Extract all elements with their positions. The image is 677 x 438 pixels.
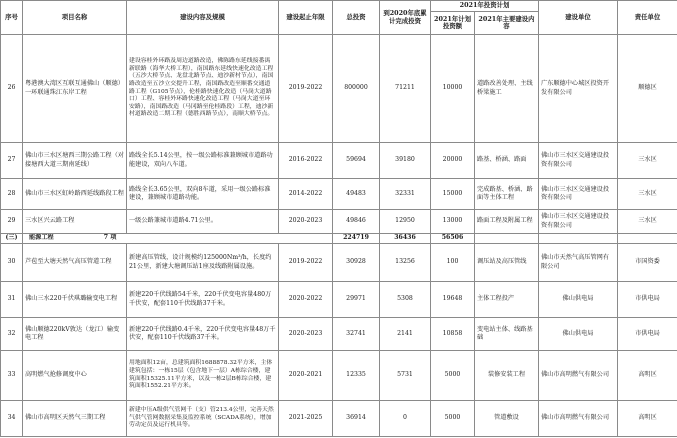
table-row — [1, 179, 677, 210]
cell-period: 2019-2022 — [279, 244, 333, 282]
cell-name: 三水区兴云路工程 — [23, 210, 127, 234]
cell-invest: 5000 — [431, 401, 475, 437]
cell-total: 12335 — [333, 351, 380, 401]
table-row — [1, 35, 677, 143]
cell-period: 2014-2022 — [279, 179, 333, 210]
cell-total: 49483 — [333, 179, 380, 210]
cell-period: 2016-2022 — [279, 143, 333, 179]
cell-content: 新建220千伏线路54千米，220千伏变电容量480万千伏安，配套110千伏线路37千米。 — [127, 282, 279, 318]
cell-name: 佛山三水220千伏琪璐输变电工程 — [23, 282, 127, 318]
header-done2020: 到2020年底累计完成投资 — [380, 1, 431, 35]
cell-done: 13256 — [380, 244, 431, 282]
cell-period: 2020-2023 — [279, 318, 333, 351]
cell-period: 2020-2023 — [279, 210, 333, 234]
cell-done: 5308 — [380, 282, 431, 318]
cell-name: 高明燃气抢修调度中心 — [23, 351, 127, 401]
table-row — [1, 143, 677, 179]
cell-invest: 10858 — [431, 318, 475, 351]
cell-seq: 32 — [1, 318, 23, 351]
cell-name: 佛山市三水区塘西三期公路工程（对接塘西大道三期南延线） — [23, 143, 127, 179]
cell-content: 建设容桂外环路及周边道路改造，佛陈路东延线接番禺新联路（海华大桥工程），南国路东延线快速化改造工程（五沙大桥节点、龙盘北路节点、迪沙新村节点），南国路改造至五沙立交提升工程，南国路改造至顺番交通道路工程（G105节点），伦桂路快速化改造（马岗大道路口）工程、容桂外环路快速化改造工程（马岗大道至环安路），南国路改造（马冈路至伦桂路段）工程，迪沙新村道路改造二期工程（德胜西路节点），南顺大桥节点。 — [127, 35, 279, 143]
cell-name: 佛山市高明区天然气三期工程 — [23, 401, 127, 437]
header-seq: 序号 — [1, 1, 23, 35]
cell-period: 2021-2025 — [279, 401, 333, 437]
table-row — [1, 244, 677, 282]
cell-done: 5731 — [380, 351, 431, 401]
cell-invest: 15000 — [431, 179, 475, 210]
cell-content: 新建中压A级供气管网千（支）管213.4公里，完善天然气供气管网数据采集及监控系统（SCADA系统），增加劳动定员及运行机具等。 — [127, 401, 279, 437]
cell-resp: 市供电局 — [618, 282, 677, 318]
cell-unit: 佛山市高明燃气有限公司 — [539, 401, 618, 437]
cell-invest: 5000 — [431, 351, 475, 401]
cell-resp: 市供电局 — [618, 318, 677, 351]
cell-unit: 佛山市高明燃气有限公司 — [539, 351, 618, 401]
header-plan2021-main: 2021年主要建设内容 — [475, 12, 539, 35]
cell-main: 主体工程投产 — [475, 282, 539, 318]
section-count: 7 项 — [103, 234, 117, 242]
cell-done: 12950 — [380, 210, 431, 234]
cell-main: 路基、桥涵、路面 — [475, 143, 539, 179]
cell-unit: 佛山市三水区交通建设投资有限公司 — [539, 143, 618, 179]
cell-total: 800000 — [333, 35, 380, 143]
cell-main: 路面工程及附属工程 — [475, 210, 539, 234]
cell-name: 芦苞至大塘天然气高压管道工程 — [23, 244, 127, 282]
table-row — [1, 401, 677, 437]
cell-main: 管道敷设 — [475, 401, 539, 437]
section-done: 36436 — [380, 234, 431, 244]
header-total: 总投资 — [333, 1, 380, 35]
cell-done: 71211 — [380, 35, 431, 143]
cell-seq: 33 — [1, 351, 23, 401]
cell-content: 用地面积12亩，总建筑面积1688878.32平方米，主体建筑包括：一栋15层（包含地下一层）A栋综合楼，建筑面积15325.11平方米，以及一栋2层B栋综合楼，建筑面积1552.21平方米。 — [127, 351, 279, 401]
cell-name: 佛山顺德220kV敦达（龙江）输变电工程 — [23, 318, 127, 351]
cell-done: 39180 — [380, 143, 431, 179]
cell-total: 32741 — [333, 318, 380, 351]
cell-content: 路线全长3.65公里，双向8车道，采用一级公路标准建设，兼顾城市道路功能。 — [127, 179, 279, 210]
section-invest: 56506 — [431, 234, 475, 244]
cell-unit: 佛山市三水区交通建设投资有限公司 — [539, 179, 618, 210]
cell-invest: 13000 — [431, 210, 475, 234]
cell-total: 30928 — [333, 244, 380, 282]
cell-unit: 佛山市天然气高压管网有限公司 — [539, 244, 618, 282]
section-row — [1, 234, 677, 244]
cell-main: 调压站及高压管线 — [475, 244, 539, 282]
section-total: 224719 — [333, 234, 380, 244]
cell-resp: 三水区 — [618, 210, 677, 234]
cell-seq: 26 — [1, 35, 23, 143]
cell-unit: 佛山供电局 — [539, 282, 618, 318]
cell-total: 36914 — [333, 401, 380, 437]
cell-period: 2020-2021 — [279, 351, 333, 401]
cell-seq: 27 — [1, 143, 23, 179]
section-empty-resp — [618, 234, 677, 244]
cell-resp: 三水区 — [618, 179, 677, 210]
table-row — [1, 282, 677, 318]
cell-resp: 高明区 — [618, 351, 677, 401]
header-period: 建设起止年限 — [279, 1, 333, 35]
cell-unit: 广东顺德中心城区投资开发有限公司 — [539, 35, 618, 143]
cell-resp: 高明区 — [618, 401, 677, 437]
cell-done: 2141 — [380, 318, 431, 351]
header-resp: 责任单位 — [618, 1, 677, 35]
cell-done: 0 — [380, 401, 431, 437]
cell-seq: 34 — [1, 401, 23, 437]
cell-main: 变电站主体、线路基础 — [475, 318, 539, 351]
cell-name: 佛山市三水区虹岭路西延线路段工程 — [23, 179, 127, 210]
cell-resp: 市国资委 — [618, 244, 677, 282]
cell-unit: 佛山市三水区交通建设投资有限公司 — [539, 210, 618, 234]
cell-name: 粤港澳大湾区互联互通佛山（顺德）一环联通珠江东岸工程 — [23, 35, 127, 143]
cell-content: 新建高压管线，设计规模约125000Nm³/h，长度约21公里，新建大塘调压站1座及线路附属设施。 — [127, 244, 279, 282]
section-label — [23, 234, 333, 244]
header-plan2021-group: 2021年投资计划 — [431, 1, 539, 12]
cell-seq: 30 — [1, 244, 23, 282]
cell-seq: 29 — [1, 210, 23, 234]
table-row — [1, 351, 677, 401]
cell-invest: 10000 — [431, 35, 475, 143]
cell-period: 2019-2022 — [279, 35, 333, 143]
cell-content: 一级公路兼城市道路4.71公里。 — [127, 210, 279, 234]
table-row — [1, 210, 677, 234]
cell-period: 2020-2022 — [279, 282, 333, 318]
cell-resp: 顺德区 — [618, 35, 677, 143]
header-name: 项目名称 — [23, 1, 127, 35]
cell-content: 路线全长5.14公里，按一级公路标准兼顾城市道路功能建设，双向八车道。 — [127, 143, 279, 179]
cell-total: 49846 — [333, 210, 380, 234]
cell-main: 完成路基、桥涵、路面等主体工程 — [475, 179, 539, 210]
section-empty-main — [475, 234, 539, 244]
cell-invest: 19648 — [431, 282, 475, 318]
cell-unit: 佛山供电局 — [539, 318, 618, 351]
cell-done: 32331 — [380, 179, 431, 210]
cell-seq: 28 — [1, 179, 23, 210]
section-title: 能源工程 — [29, 234, 54, 242]
section-number: (三) — [1, 234, 23, 244]
cell-seq: 31 — [1, 282, 23, 318]
header-plan2021-invest: 2021年计划投资额 — [431, 12, 475, 35]
cell-invest: 100 — [431, 244, 475, 282]
header-content: 建设内容及规模 — [127, 1, 279, 35]
cell-content: 新建220千伏线路0.4千米，220千伏变电容量48万千伏安，配套110千伏线路37千米。 — [127, 318, 279, 351]
header-unit: 建设单位 — [539, 1, 618, 35]
cell-main: 装修安装工程 — [475, 351, 539, 401]
table-row — [1, 318, 677, 351]
cell-invest: 20000 — [431, 143, 475, 179]
section-empty-unit — [539, 234, 618, 244]
cell-main: 道路改善处理、主线桥梁施工 — [475, 35, 539, 143]
cell-total: 59694 — [333, 143, 380, 179]
cell-resp: 三水区 — [618, 143, 677, 179]
cell-total: 29971 — [333, 282, 380, 318]
